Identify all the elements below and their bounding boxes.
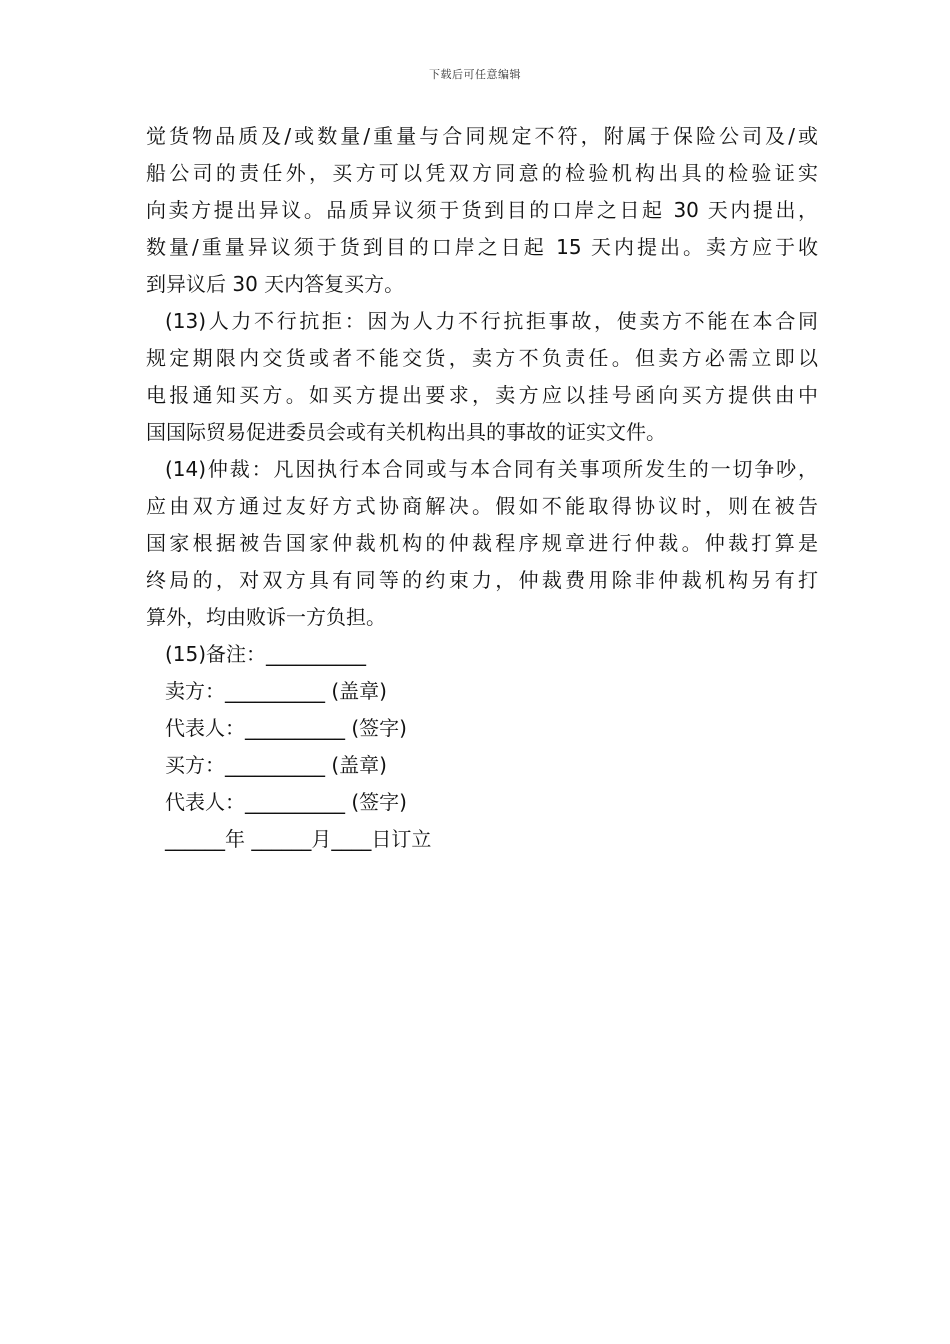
remarks-line: (15)备注：__________ — [165, 642, 367, 666]
buyer-representative-line: 代表人：__________ (签字) — [165, 790, 407, 814]
paragraph-line: 终局的，对双方具有同等的约束力，仲裁费用除非仲裁机构另有打 — [146, 568, 818, 592]
paragraph-line: 规定期限内交货或者不能交货，卖方不负责任。但卖方必需立即以 — [146, 346, 818, 370]
paragraph-line: 国家根据被告国家仲裁机构的仲裁程序规章进行仲裁。仲裁打算是 — [146, 531, 818, 555]
seller-signature-line: 卖方：__________ (盖章) — [165, 679, 387, 703]
paragraph-line: 数量/重量异议须于货到目的口岸之日起 15 天内提出。卖方应于收 — [146, 235, 818, 259]
paragraph-line: 到异议后 30 天内答复买方。 — [146, 272, 405, 296]
buyer-signature-line: 买方：__________ (盖章) — [165, 753, 387, 777]
paragraph-line: 电报通知买方。如买方提出要求，卖方应以挂号函向买方提供由中 — [146, 383, 818, 407]
document-body — [146, 118, 818, 858]
paragraph-line: 船公司的责任外，买方可以凭双方同意的检验机构出具的检验证实 — [146, 161, 818, 185]
paragraph-line: 觉货物品质及/或数量/重量与合同规定不符，附属于保险公司及/或 — [146, 124, 818, 148]
clause-13-heading-line: (13)人力不行抗拒：因为人力不行抗拒事故，使卖方不能在本合同 — [165, 309, 818, 333]
paragraph-line: 应由双方通过友好方式协商解决。假如不能取得协议时，则在被告 — [146, 494, 818, 518]
page-header-note: 下载后可任意编辑 — [429, 68, 521, 81]
paragraph-line: 国国际贸易促进委员会或有关机构出具的事故的证实文件。 — [146, 420, 666, 444]
signing-date-line: ______年 ______月____日订立 — [165, 827, 432, 851]
paragraph-line: 算外，均由败诉一方负担。 — [146, 605, 386, 629]
seller-representative-line: 代表人：__________ (签字) — [165, 716, 407, 740]
paragraph-line: 向卖方提出异议。品质异议须于货到目的口岸之日起 30 天内提出， — [146, 198, 818, 222]
clause-14-heading-line: (14)仲裁：凡因执行本合同或与本合同有关事项所发生的一切争吵， — [165, 457, 818, 481]
